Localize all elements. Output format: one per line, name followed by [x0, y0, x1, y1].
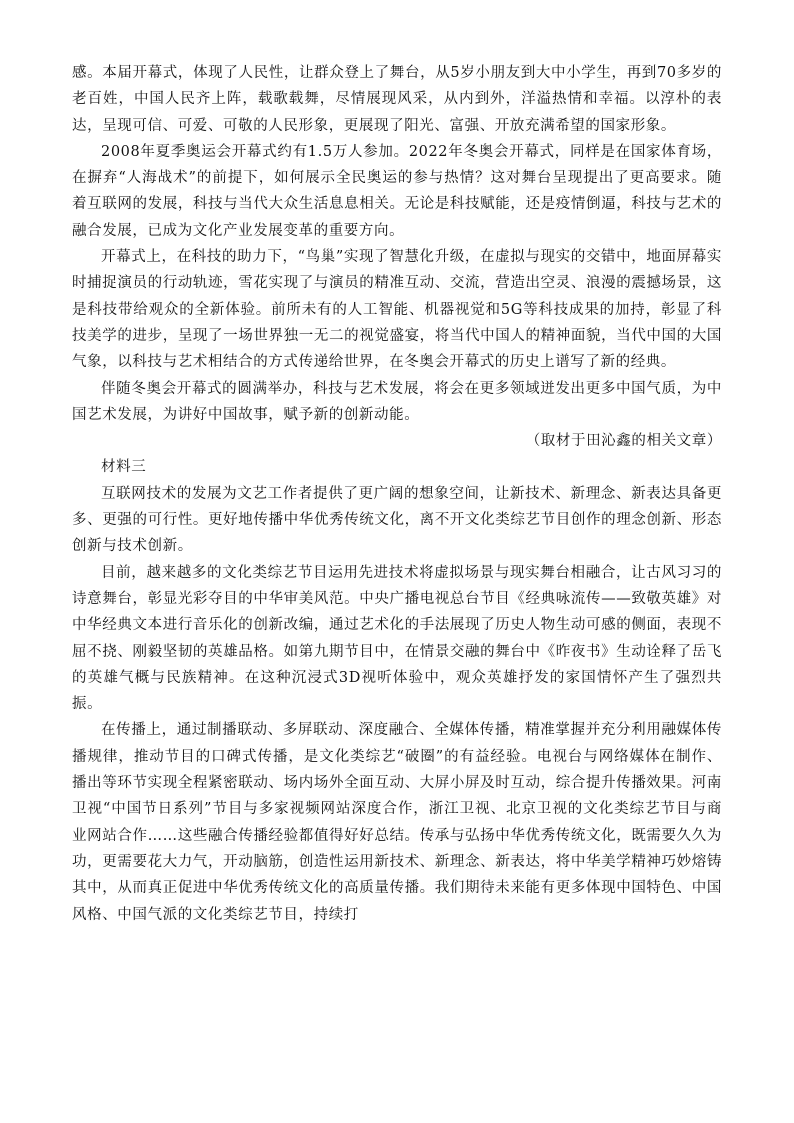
paragraph-4: 伴随冬奥会开幕式的圆满举办，科技与艺术发展，将会在更多领域迸发出更多中国气质，为中国艺术发展，为讲好中国故事，赋予新的创新动能。: [72, 380, 722, 423]
paragraph-2: 2008年夏季奥运会开幕式约有1.5万人参加。2022年冬奥会开幕式，同样是在国家体育场，在摒弃“人海战术”的前提下，如何展示全民奥运的参与热情？这对舞台呈现提出了更高要求。随着互联网的发展，科技与当代大众生活息息相关。无论是科技赋能，还是疫情倒逼，科技与艺术的融合发展，已成为文化产业发展变革的重要方向。: [72, 143, 722, 239]
paragraph-1: 感。本届开幕式，体现了人民性，让群众登上了舞台，从5岁小朋友到大中小学生，再到70多岁的老百姓，中国人民齐上阵，载歌载舞，尽情展现风采，从内到外，洋溢热情和幸福。以淳朴的表达，呈现可信、可爱、可敬的人民形象，更展现了阳光、富强、开放充满希望的国家形象。: [72, 65, 722, 134]
source-citation: （取材于田沁鑫的相关文章）: [525, 433, 722, 450]
document-body: [72, 60, 722, 928]
paragraph-6: 目前，越来越多的文化类综艺节目运用先进技术将虚拟场景与现实舞台相融合，让古风习习的诗意舞台，彰显光彩夺目的中华审美风范。中央广播电视总台节目《经典咏流传——致敬英雄》对中华经典文本进行音乐化的创新改编，通过艺术化的手法展现了历史人物生动可感的侧面，表现不屈不挠、刚毅坚韧的英雄品格。如第九期节目中，在情景交融的舞台中《昨夜书》生动诠释了岳飞的英雄气概与民族精神。在这种沉浸式3D视听体验中，观众英雄抒发的家国情怀产生了强烈共振。: [72, 564, 722, 713]
paragraph-7: 在传播上，通过制播联动、多屏联动、深度融合、全媒体传播，精准掌握并充分利用融媒体传播规律，推动节目的口碑式传播，是文化类综艺“破圈”的有益经验。电视台与网络媒体在制作、播出等环节实现全程紧密联动、场内场外全面互动、大屏小屏及时互动，综合提升传播效果。河南卫视“中国节日系列”节目与多家视频网站深度合作，浙江卫视、北京卫视的文化类综艺节目与商业网站合作……这些融合传播经验都值得好好总结。传承与弘扬中华优秀传统文化，既需要久久为功，更需要花大力气，开动脑筋，创造性运用新技术、新理念、新表达，将中华美学精神巧妙熔铸其中，从而真正促进中华优秀传统文化的高质量传播。我们期待未来能有更多体现中国特色、中国风格、中国气派的文化类综艺节目，持续打: [72, 722, 722, 923]
section-heading-material-3: 材料三: [101, 459, 147, 476]
paragraph-5: 互联网技术的发展为文艺工作者提供了更广阔的想象空间，让新技术、新理念、新表达具备更多、更强的可行性。更好地传播中华优秀传统文化，离不开文化类综艺节目创作的理念创新、形态创新与技术创新。: [72, 485, 722, 555]
paragraph-3: 开幕式上，在科技的助力下，“鸟巢”实现了智慧化升级，在虚拟与现实的交错中，地面屏幕实时捕捉演员的行动轨迹，雪花实现了与演员的精准互动、交流，营造出空灵、浪漫的震撼场景，这是科技带给观众的全新体验。前所未有的人工智能、机器视觉和5G等科技成果的加持，彰显了科技美学的进步，呈现了一场世界独一无二的视觉盛宴，将当代中国人的精神面貌，当代中国的大国气象，以科技与艺术相结合的方式传递给世界，在冬奥会开幕式的历史上谱写了新的经典。: [72, 249, 722, 371]
